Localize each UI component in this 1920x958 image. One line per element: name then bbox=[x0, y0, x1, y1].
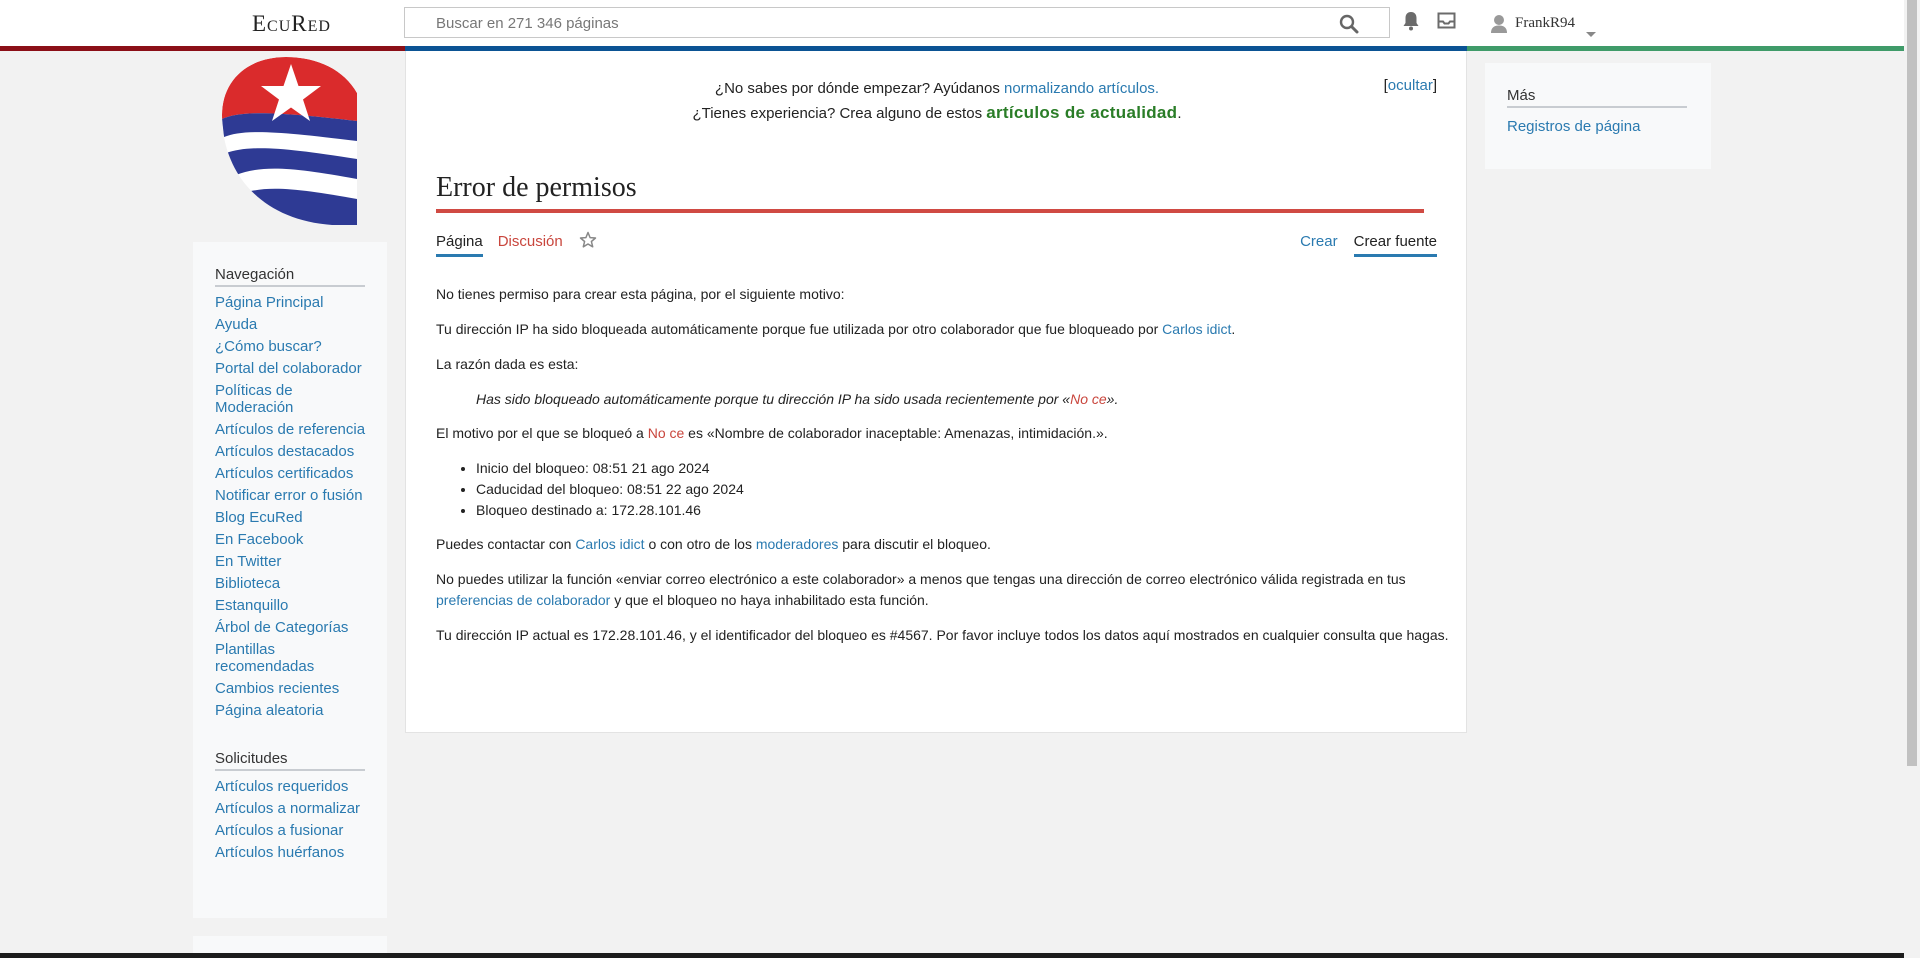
ip-info-paragraph: Tu dirección IP actual es 172.28.101.46, y el identificador del bloqueo es #4567. Por favor incluye todos los datos aquí mostrados en cualquier consulta que hagas. bbox=[436, 627, 1449, 643]
block-target: • Bloqueo destinado a: 172.28.101.46 bbox=[476, 500, 1456, 521]
quote-text: Has sido bloqueado automáticamente porque tu dirección IP ha sido usada recientemente por « bbox=[476, 391, 1071, 407]
hide-notice-control bbox=[1384, 77, 1437, 94]
sidebar-item-articulos-referencia[interactable]: Artículos de referencia bbox=[215, 421, 366, 438]
contact-paragraph bbox=[436, 534, 1456, 555]
site-logo-text[interactable]: EcuRed bbox=[252, 11, 331, 36]
notice-actualidad-link[interactable]: artículos de actualidad bbox=[986, 103, 1178, 122]
user-icon bbox=[1490, 14, 1508, 39]
page-logs-link[interactable]: Registros de página bbox=[1507, 118, 1641, 135]
bottom-edge-bar bbox=[0, 953, 1904, 958]
sidebar-item-articulos-certificados[interactable]: Artículos certificados bbox=[215, 465, 354, 482]
main-content bbox=[405, 51, 1467, 733]
sidebar-item-facebook[interactable]: En Facebook bbox=[215, 531, 304, 548]
sidebar-item-como-buscar[interactable]: ¿Cómo buscar? bbox=[215, 338, 322, 355]
contact-middle: o con otro de los bbox=[644, 536, 756, 552]
permission-intro: No tienes permiso para crear esta página, por el siguiente motivo: bbox=[436, 286, 845, 302]
user-name[interactable]: FrankR94 bbox=[1515, 15, 1575, 31]
block-motive-paragraph bbox=[436, 423, 1456, 444]
notice-line1-text: ¿No sabes por dónde empezar? Ayúdanos bbox=[714, 80, 1004, 97]
blocker-user-link[interactable]: Carlos idict bbox=[1162, 321, 1232, 337]
contact-text: Puedes contactar con bbox=[436, 536, 576, 552]
ip-blocked-text: Tu dirección IP ha sido bloqueada automáticamente porque fue utilizada por otro colaborador que fue bloqueado por bbox=[436, 321, 1163, 337]
block-start: • Inicio del bloqueo: 08:51 21 ago 2024 bbox=[476, 458, 1456, 479]
sidebar-item-arbol-categorias[interactable]: Árbol de Categorías bbox=[215, 619, 349, 636]
motive-suffix: es «Nombre de colaborador inaceptable: Amenazas, intimidación.». bbox=[684, 425, 1108, 441]
sidebar-item-plantillas[interactable]: Plantillas recomendadas bbox=[215, 641, 315, 675]
block-details-list bbox=[436, 458, 1456, 521]
email-text: No puedes utilizar la función «enviar correo electrónico a este colaborador» a menos que tengas una dirección de correo electrónico válida registrada en tus bbox=[436, 571, 1406, 587]
contact-blocker-link[interactable]: Carlos idict bbox=[575, 536, 645, 552]
page-tabs-left bbox=[436, 232, 597, 258]
sidebar-item-notificar-error[interactable]: Notificar error o fusión bbox=[215, 487, 363, 504]
sidebar-item-articulos-requeridos[interactable]: Artículos requeridos bbox=[215, 778, 349, 795]
chevron-down-icon[interactable] bbox=[1586, 25, 1596, 43]
blocked-user-link[interactable]: No ce bbox=[1070, 391, 1107, 407]
sidebar-item-blog-ecured[interactable]: Blog EcuRed bbox=[215, 509, 303, 526]
sidebar-heading-solicitudes: Solicitudes bbox=[215, 750, 365, 771]
more-panel bbox=[1485, 63, 1711, 169]
tab-pagina[interactable]: Página bbox=[436, 232, 483, 257]
tab-crear-fuente[interactable]: Crear fuente bbox=[1354, 232, 1437, 257]
colorbar-red bbox=[0, 46, 405, 51]
more-heading: Más bbox=[1507, 87, 1687, 108]
notice-line2-suffix: . bbox=[1177, 105, 1182, 122]
page-tabs-right bbox=[1300, 232, 1437, 258]
hide-bracket-close: ] bbox=[1432, 77, 1437, 94]
ecured-flag-logo[interactable] bbox=[222, 57, 357, 232]
tab-crear[interactable]: Crear bbox=[1300, 233, 1338, 250]
sidebar-navigation-list bbox=[215, 294, 371, 719]
hide-notice-link[interactable]: ocultar bbox=[1387, 77, 1433, 94]
sidebar-item-twitter[interactable]: En Twitter bbox=[215, 553, 282, 570]
block-expiry: • Caducidad del bloqueo: 08:51 22 ago 2024 bbox=[476, 479, 1456, 500]
search-box bbox=[404, 7, 1390, 38]
sidebar-item-articulos-fusionar[interactable]: Artículos a fusionar bbox=[215, 822, 344, 839]
search-icon[interactable] bbox=[1339, 14, 1359, 39]
sidebar-item-estanquillo[interactable]: Estanquillo bbox=[215, 597, 289, 614]
blocked-user-link-2[interactable]: No ce bbox=[647, 425, 685, 441]
notifications-bell-icon[interactable] bbox=[1402, 11, 1420, 36]
sidebar-item-ayuda[interactable]: Ayuda bbox=[215, 316, 258, 333]
motive-text: El motivo por el que se bloqueó a bbox=[436, 425, 648, 441]
contact-suffix: para discutir el bloqueo. bbox=[838, 536, 991, 552]
page-title: Error de permisos bbox=[436, 170, 1424, 213]
sidebar-item-politicas-moderacion[interactable]: Políticas de Moderación bbox=[215, 382, 294, 416]
sidebar-heading-navigation: Navegación bbox=[215, 266, 365, 287]
ip-blocked-suffix: . bbox=[1231, 321, 1236, 337]
top-bar bbox=[0, 0, 1904, 46]
notice-normalizar-link[interactable]: normalizando artículos. bbox=[1004, 80, 1160, 97]
article-body bbox=[436, 284, 1456, 660]
email-suffix: y que el bloqueo no haya inhabilitado esta función. bbox=[610, 592, 929, 608]
site-notice bbox=[406, 77, 1468, 126]
sidebar-item-pagina-aleatoria[interactable]: Página aleatoria bbox=[215, 702, 324, 719]
user-preferences-link[interactable]: preferencias de colaborador bbox=[436, 592, 611, 608]
scrollbar-thumb[interactable] bbox=[1907, 0, 1917, 766]
sidebar-item-articulos-huerfanos[interactable]: Artículos huérfanos bbox=[215, 844, 345, 861]
ip-blocked-paragraph bbox=[436, 319, 1456, 340]
sidebar-item-pagina-principal[interactable]: Página Principal bbox=[215, 294, 324, 311]
sidebar-item-biblioteca[interactable]: Biblioteca bbox=[215, 575, 281, 592]
sidebar-navigation-panel bbox=[193, 242, 387, 918]
tab-discusion[interactable]: Discusión bbox=[497, 233, 563, 250]
sidebar-item-articulos-normalizar[interactable]: Artículos a normalizar bbox=[215, 800, 361, 817]
notice-line2-text: ¿Tienes experiencia? Crea alguno de estos bbox=[692, 105, 987, 122]
inbox-icon[interactable] bbox=[1437, 12, 1456, 34]
sidebar-item-articulos-destacados[interactable]: Artículos destacados bbox=[215, 443, 355, 460]
sidebar-item-cambios-recientes[interactable]: Cambios recientes bbox=[215, 680, 340, 697]
watch-star-icon[interactable] bbox=[579, 231, 597, 254]
sidebar-requests-list bbox=[215, 778, 371, 861]
colorbar-green bbox=[1467, 46, 1904, 51]
email-paragraph bbox=[436, 569, 1456, 611]
hide-bracket-open: [ bbox=[1383, 77, 1388, 94]
reason-label: La razón dada es esta: bbox=[436, 356, 579, 372]
moderators-link[interactable]: moderadores bbox=[755, 536, 839, 552]
quote-suffix: ». bbox=[1106, 391, 1119, 407]
search-input[interactable] bbox=[405, 8, 1368, 39]
sidebar-item-portal-colaborador[interactable]: Portal del colaborador bbox=[215, 360, 362, 377]
block-reason-quote bbox=[476, 389, 1456, 410]
